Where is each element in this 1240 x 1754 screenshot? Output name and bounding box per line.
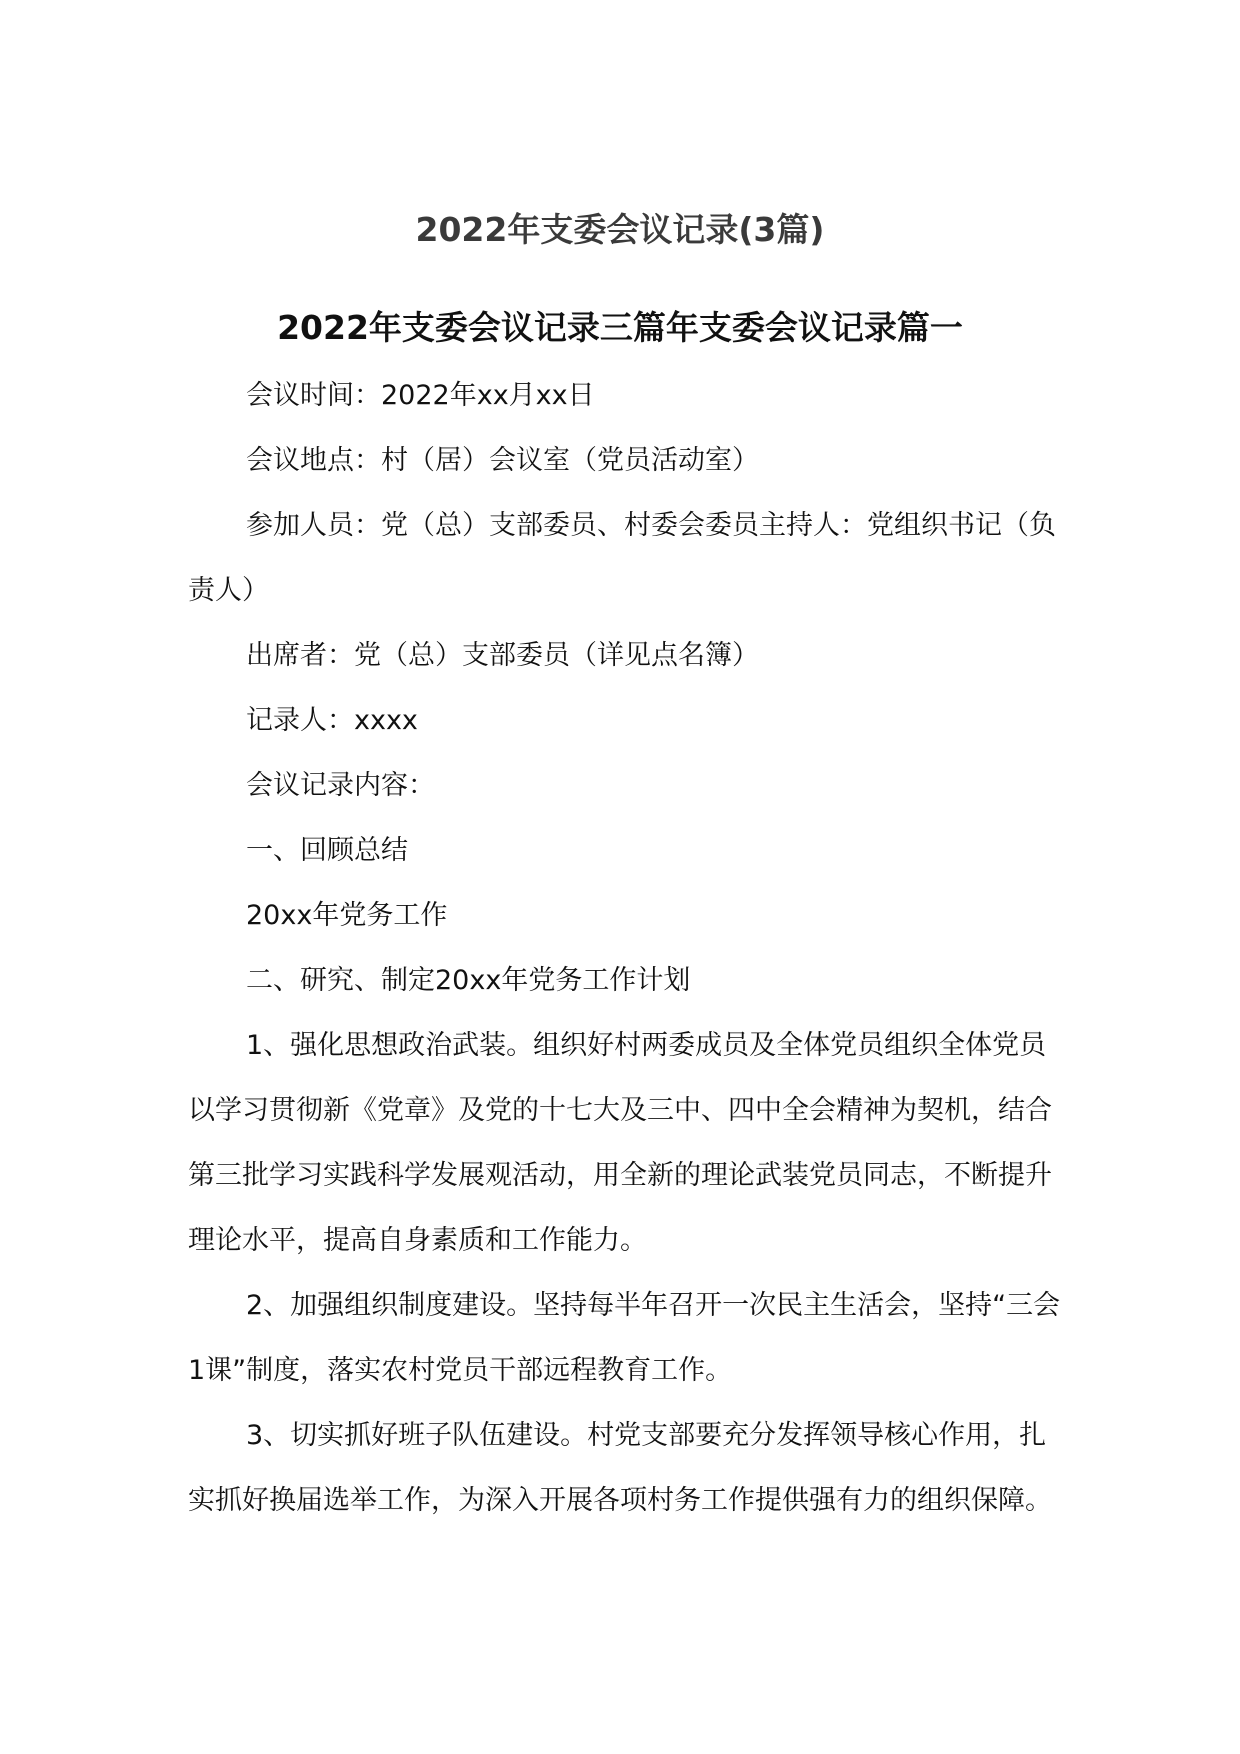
meeting-location: 会议地点：村（居）会议室（党员活动室） — [246, 445, 759, 476]
plan-item-2: 2、加强组织制度建设。坚持每半年召开一次民主生活会，坚持“三会1课”制度，落实农村党员干部远程教育工作。 — [188, 1290, 1061, 1386]
section-title: 2022年支委会议记录三篇年支委会议记录篇一 — [277, 308, 963, 347]
meeting-time: 会议时间：2022年xx月xx日 — [246, 380, 595, 411]
party-work-heading: 20xx年党务工作 — [246, 900, 448, 931]
attendees-and-host: 参加人员：党（总）支部委员、村委会委员主持人：党组织书记（负责人） — [188, 510, 1056, 606]
content-heading: 会议记录内容： — [246, 770, 435, 801]
plan-heading: 二、研究、制定20xx年党务工作计划 — [246, 965, 691, 996]
review-heading: 一、回顾总结 — [246, 835, 408, 866]
present-members: 出席者：党（总）支部委员（详见点名簿） — [246, 640, 759, 671]
plan-item-3: 3、切实抓好班子队伍建设。村党支部要充分发挥领导核心作用，扎实抓好换届选举工作，为深入开展各项村务工作提供强有力的组织保障。 — [188, 1420, 1052, 1516]
document-body — [188, 363, 1068, 1533]
document-title: 2022年支委会议记录(3篇) — [415, 210, 825, 249]
recorder: 记录人：xxxx — [246, 705, 418, 736]
plan-item-1: 1、强化思想政治武装。组织好村两委成员及全体党员组织全体党员以学习贯彻新《党章》及党的十七大及三中、四中全会精神为契机，结合第三批学习实践科学发展观活动，用全新的理论武装党员同志，不断提升理论水平，提高自身素质和工作能力。 — [188, 1030, 1052, 1256]
